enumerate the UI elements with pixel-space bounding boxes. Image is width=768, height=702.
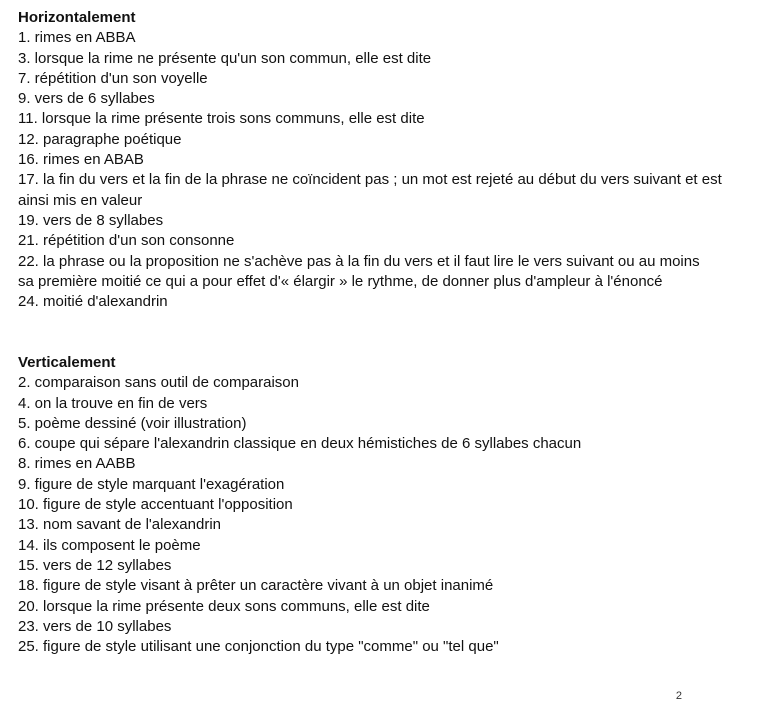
clue-v-25: 25. figure de style utilisant une conjonction du type "comme" ou "tel que" (18, 638, 499, 656)
clue-h-1: 1. rimes en ABBA (18, 29, 136, 47)
clue-h-7: 7. répétition d'un son voyelle (18, 69, 208, 87)
clue-h-9: 9. vers de 6 syllabes (18, 90, 155, 108)
clue-v-8: 8. rimes en AABB (18, 455, 136, 473)
clue-v-13: 13. nom savant de l'alexandrin (18, 516, 221, 534)
clue-v-9: 9. figure de style marquant l'exagération (18, 475, 285, 493)
clue-h-3: 3. lorsque la rime ne présente qu'un son commun, elle est dite (18, 49, 432, 67)
clue-h-12: 12. paragraphe poétique (18, 130, 182, 148)
clue-v-2: 2. comparaison sans outil de comparaison (18, 374, 299, 392)
clue-v-10: 10. figure de style accentuant l'opposition (18, 496, 293, 514)
clue-h-24: 24. moitié d'alexandrin (18, 293, 168, 311)
vertical-heading: Verticalement (18, 354, 116, 371)
page-number: 2 (675, 690, 682, 702)
clue-v-14: 14. ils composent le poème (18, 536, 201, 554)
clue-v-6: 6. coupe qui sépare l'alexandrin classique en deux hémistiches de 6 syllabes chacun (18, 435, 582, 453)
clue-h-21: 21. répétition d'un son consonne (18, 232, 235, 250)
clue-v-15: 15. vers de 12 syllabes (18, 556, 172, 574)
clue-h-16: 16. rimes en ABAB (18, 151, 144, 169)
clue-v-5: 5. poème dessiné (voir illustration) (18, 414, 247, 432)
vertical-section (18, 353, 754, 657)
clue-v-18: 18. figure de style visant à prêter un caractère vivant à un objet inanimé (18, 577, 494, 595)
horizontal-heading: Horizontalement (18, 9, 136, 26)
clue-v-4: 4. on la trouve en fin de vers (18, 394, 208, 412)
clue-v-20: 20. lorsque la rime présente deux sons communs, elle est dite (18, 597, 430, 615)
clue-h-17: 17. la fin du vers et la fin de la phrase ne coïncident pas ; un mot est rejeté au début du vers suivant et est ainsi mis en valeur (18, 171, 722, 209)
horizontal-section (18, 8, 754, 312)
clue-h-11: 11. lorsque la rime présente trois sons communs, elle est dite (18, 110, 425, 128)
clue-h-22: 22. la phrase ou la proposition ne s'achève pas à la fin du vers et il faut lire le vers suivant ou au moins sa première moitié ce qui a pour effet d'« élargir » le rythme, de donner plus d'ampleur à l'énoncé (18, 252, 700, 290)
clue-v-23: 23. vers de 10 syllabes (18, 617, 172, 635)
clue-h-19: 19. vers de 8 syllabes (18, 211, 164, 229)
